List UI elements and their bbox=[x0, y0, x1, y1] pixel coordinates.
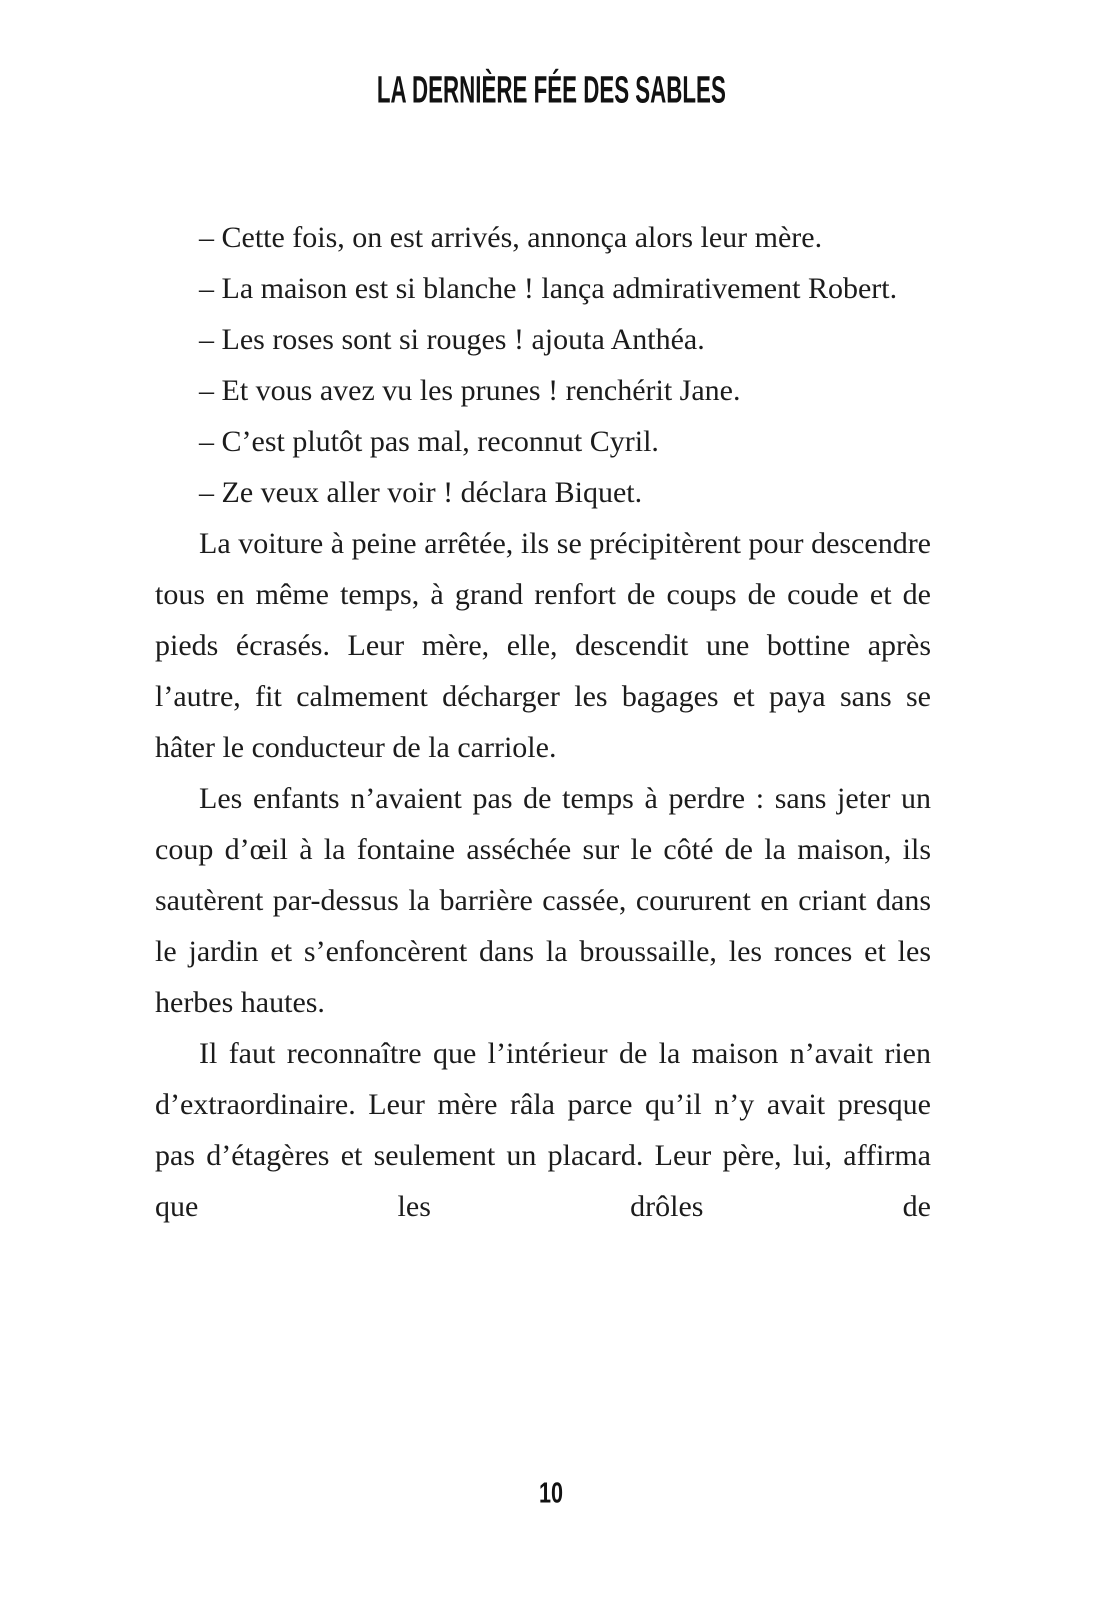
paragraph: – Ze veux aller voir ! déclara Biquet. bbox=[199, 476, 643, 509]
paragraph: – La maison est si blanche ! lança admirativement Robert. bbox=[199, 272, 898, 305]
paragraph: – Et vous avez vu les prunes ! renchérit Jane. bbox=[199, 374, 741, 407]
paragraph: Il faut reconnaître que l’intérieur de la maison n’avait rien d’extraordinaire. Leur mère râla parce qu’il n’y avait presque pas d’étagères et seulement un placard. Leur père, lui, affirma que les drôles de bbox=[155, 1037, 931, 1223]
book-title: LA DERNIÈRE FÉE DES SABLES bbox=[377, 67, 726, 111]
running-header bbox=[0, 67, 1103, 111]
body-text-block bbox=[155, 212, 931, 1232]
paragraph: La voiture à peine arrêtée, ils se précipitèrent pour descendre tous en même temps, à grand renfort de coups de coude et de pieds écrasés. Leur mère, elle, descendit une bottine après l’autre, fit calmement décharger les bagages et paya sans se hâter le conducteur de la carriole. bbox=[155, 527, 931, 764]
paragraph: Les enfants n’avaient pas de temps à perdre : sans jeter un coup d’œil à la fontaine asséchée sur le côté de la maison, ils sautèrent par-dessus la barrière cassée, coururent en criant dans le jardin et s’enfoncèrent dans la broussaille, les ronces et les herbes hautes. bbox=[155, 782, 931, 1019]
paragraph: – Les roses sont si rouges ! ajouta Anthéa. bbox=[199, 323, 705, 356]
page-footer bbox=[0, 1477, 1103, 1509]
paragraph: – C’est plutôt pas mal, reconnut Cyril. bbox=[199, 425, 659, 458]
page-number: 10 bbox=[539, 1477, 564, 1509]
paragraph: – Cette fois, on est arrivés, annonça alors leur mère. bbox=[199, 221, 823, 254]
